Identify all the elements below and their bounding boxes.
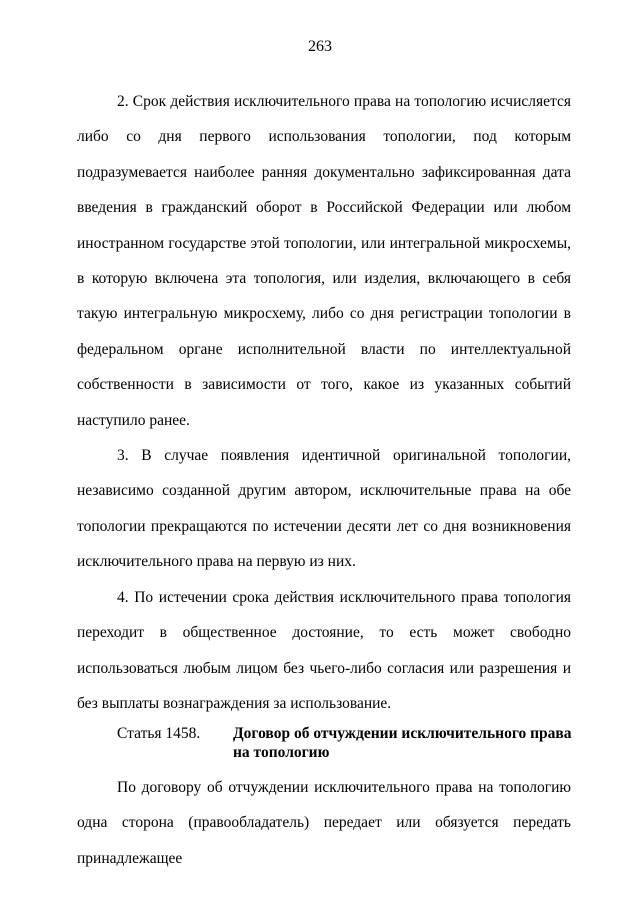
article-number: Статья 1458. — [117, 725, 201, 742]
paragraph-3: 3. В случае появления идентичной оригинальной топологии, независимо созданной другим автором, исключительные права на обе топологии прекращаются по истечении десяти лет со дня возникновения исключительного права на первую из них. — [77, 447, 571, 571]
paragraph-2: 2. Срок действия исключительного права на топологию исчисляется либо со дня первого использования топологии, под которым подразумевается наиболее ранняя документально зафиксированная дата введения в гражданский оборот в Российской Федерации или любом иностранном государстве этой топологии, или интегральной микросхемы, в которую включена эта топология, или изделия, включающего в себя такую интегральную микросхему, либо со дня регистрации топологии в федеральном органе исполнительной власти по интеллектуальной собственности в зависимости от того, какое из указанных событий наступило ранее. — [77, 93, 571, 429]
paragraph-4: 4. По истечении срока действия исключительного права топология переходит в общественное достояние, то есть может свободно использоваться любым лицом без чьего-либо согласия или разрешения и без выплаты вознаграждения за использование. — [77, 588, 571, 712]
article-paragraph: По договору об отчуждении исключительного права на топологию одна сторона (правообладатель) передает или обязуется передать принадлежащее — [77, 779, 571, 867]
article-body — [77, 770, 571, 876]
page-number: 263 — [308, 38, 332, 55]
article-heading — [117, 724, 577, 762]
article-title: Договор об отчуждении исключительного права на топологию — [233, 725, 572, 761]
body-text — [77, 84, 571, 721]
